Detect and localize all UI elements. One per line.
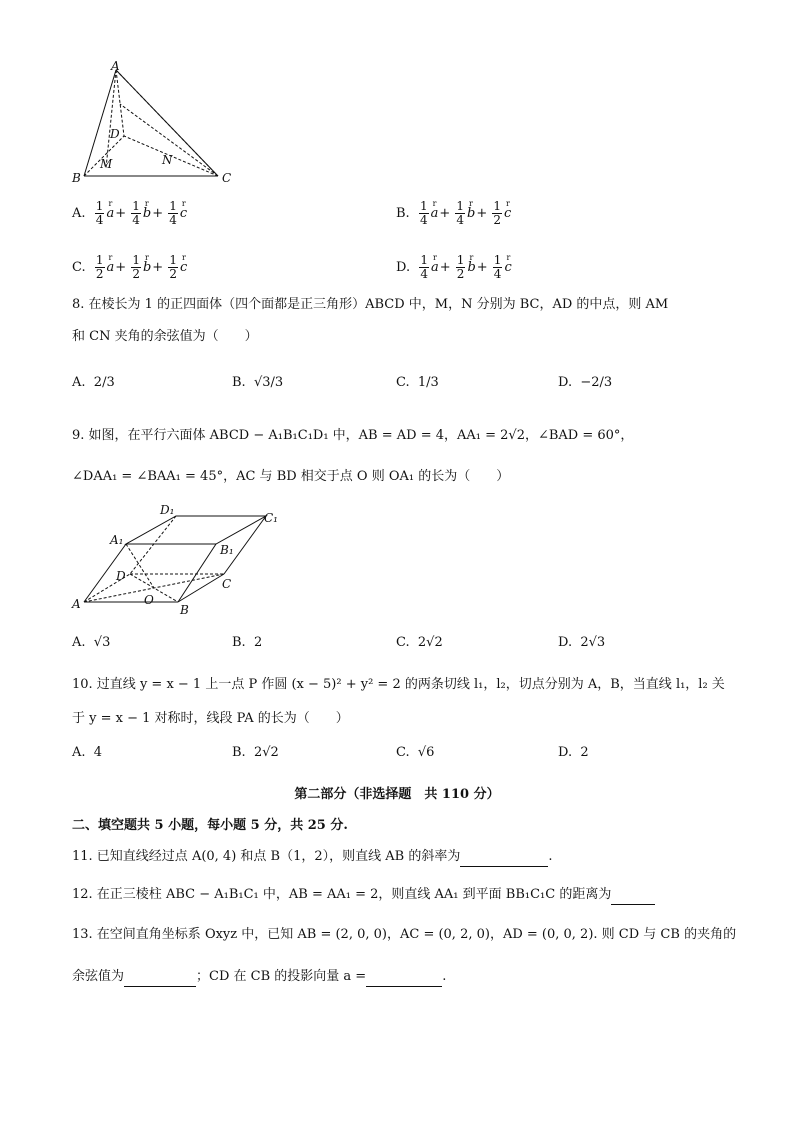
q12-answer-blank[interactable] xyxy=(611,886,655,905)
part2-heading: 第二部分（非选择题 共 110 分） xyxy=(294,787,500,802)
q7-option-c[interactable]: C. $\frac{1}{2}$ r a+ $\frac{1}{2}$ r b+ $\frac{1}{2}$ r c xyxy=(72,254,188,281)
q9-stem-line1: 9. 如图，在平行六面体 ABCD − A₁B₁C₁D₁ 中，AB = AD = 4，AA₁ = 2√2，∠BAD = 60°， xyxy=(72,428,634,443)
q13-answer-blank-2[interactable] xyxy=(366,968,442,987)
label-O: O xyxy=(144,593,154,607)
q9-option-b[interactable]: B. 2 xyxy=(232,635,263,650)
tetrahedron-figure xyxy=(66,58,246,188)
q11-answer-blank[interactable] xyxy=(460,848,548,867)
q13-stem-line1: 13. 在空间直角坐标系 Oxyz 中，已知 AB = (2, 0, 0)，AC = (0, 2, 0)，AD = (0, 0, 2). 则 CD 与 CB 的夹角的 xyxy=(72,927,737,942)
q10-option-b[interactable]: B. 2√2 xyxy=(232,745,279,760)
label-A: A xyxy=(72,597,81,611)
q8-option-a[interactable]: A. 2/3 xyxy=(72,375,115,390)
q10-stem-line2: 于 y = x − 1 对称时，线段 PA 的长为（ ） xyxy=(72,711,349,726)
q10-option-c[interactable]: C. √6 xyxy=(396,745,435,760)
q9-option-c[interactable]: C. 2√2 xyxy=(396,635,443,650)
parallelepiped-figure xyxy=(66,500,296,620)
label-C: C xyxy=(222,171,232,185)
q8-option-d[interactable]: D. −2/3 xyxy=(558,375,613,390)
q8-option-b[interactable]: B. √3/3 xyxy=(232,375,284,390)
label-M: M xyxy=(100,157,113,171)
q10-option-a[interactable]: A. 4 xyxy=(72,745,103,760)
q8-stem-line1: 8. 在棱长为 1 的正四面体（四个面都是正三角形）ABCD 中，M，N 分别为 BC，AD 的中点，则 AM xyxy=(72,297,669,312)
label-C1: C₁ xyxy=(264,511,278,525)
q9-stem-line2: ∠DAA₁ = ∠BAA₁ = 45°，AC 与 BD 相交于点 O 则 OA₁ 的长为（ ） xyxy=(72,469,510,484)
q7-option-b[interactable]: B. $\frac{1}{4}$ r a+ $\frac{1}{4}$ r b+ $\frac{1}{2}$ r c xyxy=(396,200,512,227)
q8-stem-line2: 和 CN 夹角的余弦值为（ ） xyxy=(72,329,258,344)
q7-option-d[interactable]: D. $\frac{1}{4}$ r a+ $\frac{1}{2}$ r b+ $\frac{1}{4}$ r c xyxy=(396,254,513,281)
q13-answer-blank-1[interactable] xyxy=(124,968,196,987)
q10-option-d[interactable]: D. 2 xyxy=(558,745,589,760)
label-D: D xyxy=(110,127,120,141)
section-heading: 二、填空题共 5 小题，每小题 5 分，共 25 分. xyxy=(72,818,348,833)
label-A: A xyxy=(111,59,120,73)
label-N: N xyxy=(162,153,173,167)
label-A1: A₁ xyxy=(110,533,124,547)
q7-option-a[interactable]: A. $\frac{1}{4}$ r a+ $\frac{1}{4}$ r b+ $\frac{1}{4}$ r c xyxy=(72,200,188,227)
q8-option-c[interactable]: C. 1/3 xyxy=(396,375,439,390)
label-C: C xyxy=(222,577,232,591)
q10-stem-line1: 10. 过直线 y = x − 1 上一点 P 作圆 (x − 5)² + y² = 2 的两条切线 l₁，l₂，切点分别为 A，B，当直线 l₁，l₂ 关 xyxy=(72,677,725,692)
label-B: B xyxy=(72,171,81,185)
q9-option-d[interactable]: D. 2√3 xyxy=(558,635,606,650)
q13-line2: 余弦值为 ；CD 在 CB 的投影向量 a = . xyxy=(72,968,446,987)
q12: 12. 在正三棱柱 ABC − A₁B₁C₁ 中，AB = AA₁ = 2，则直线 AA₁ 到平面 BB₁C₁C 的距离为 xyxy=(72,886,655,905)
label-D1: D₁ xyxy=(160,503,175,517)
label-B1: B₁ xyxy=(220,543,234,557)
label-B: B xyxy=(180,603,189,617)
label-D: D xyxy=(116,569,126,583)
q11: 11. 已知直线经过点 A(0, 4) 和点 B（1，2），则直线 AB 的斜率为 . xyxy=(72,848,552,867)
q9-option-a[interactable]: A. √3 xyxy=(72,635,111,650)
